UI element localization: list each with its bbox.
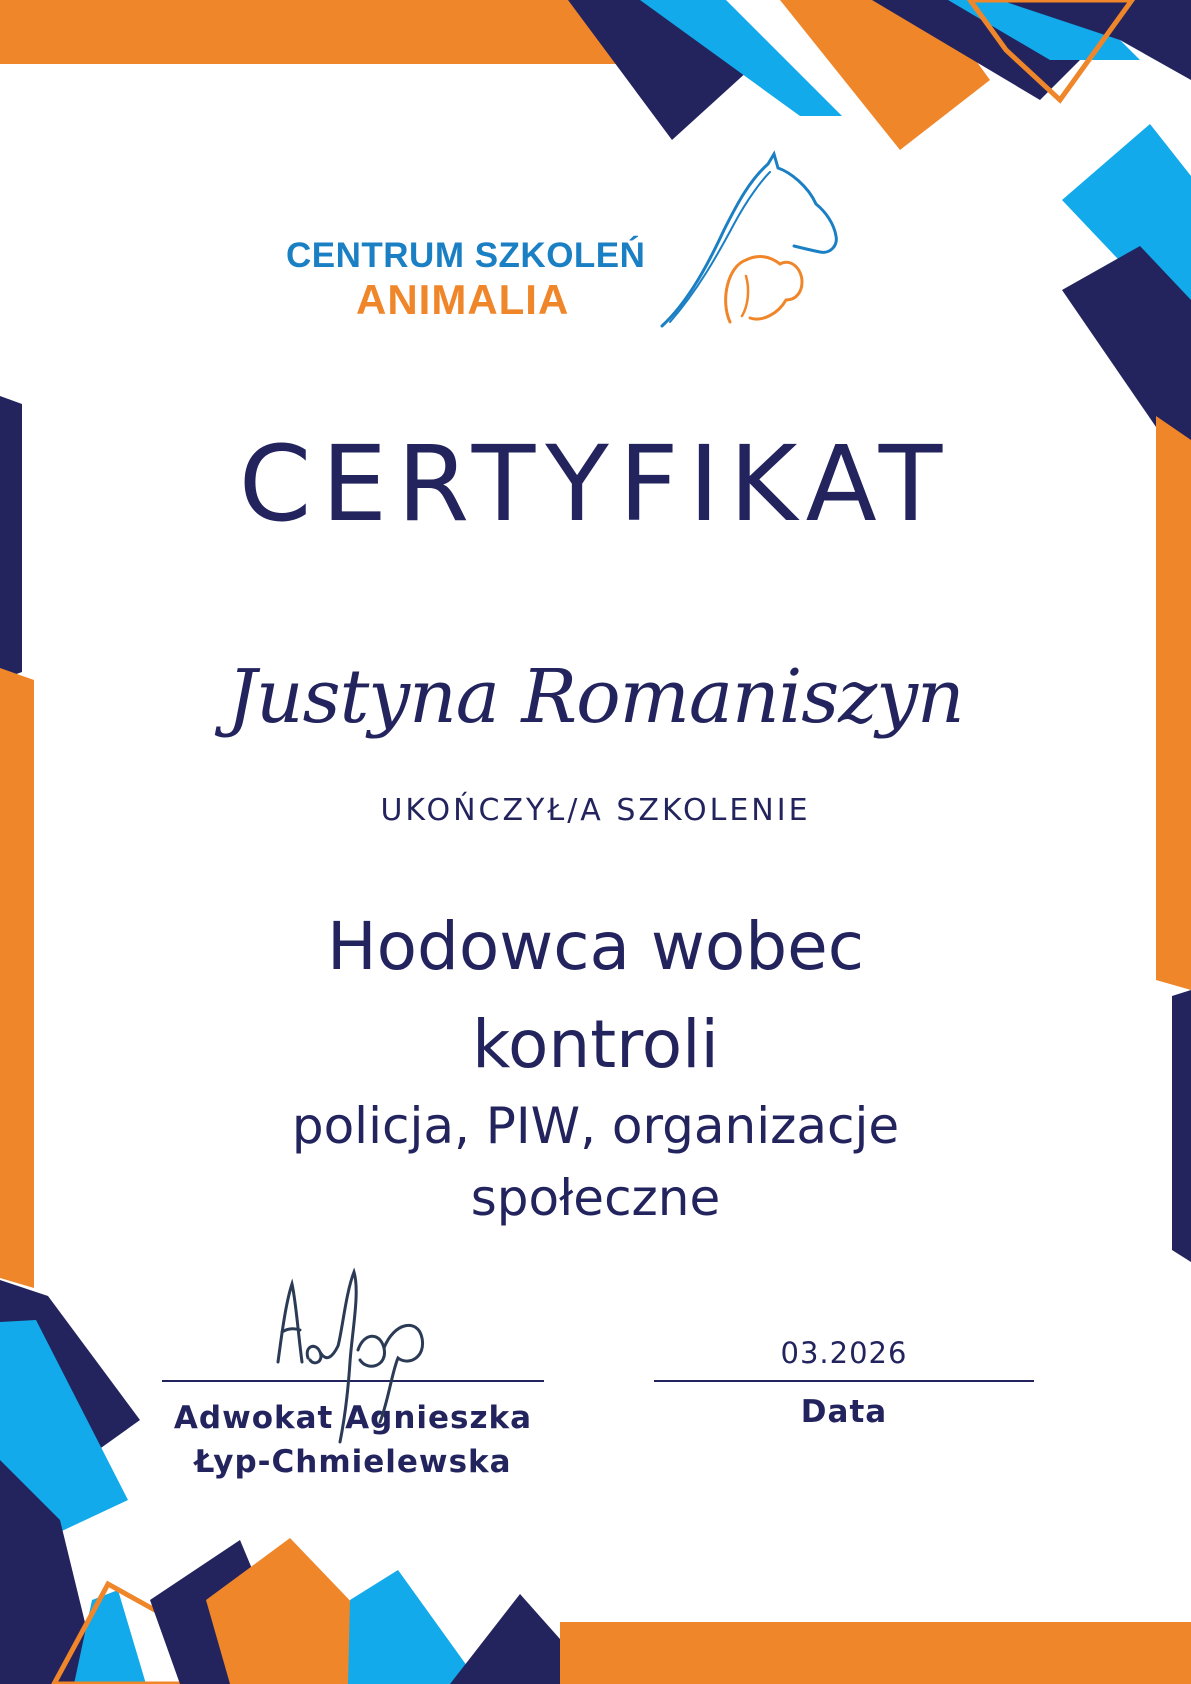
date-value: 03.2026 xyxy=(780,1336,908,1370)
handwritten-signature-icon xyxy=(268,1262,438,1452)
horse-dog-logo-icon xyxy=(650,150,910,340)
course-title xyxy=(0,898,1191,1094)
logo-text-animalia: ANIMALIA xyxy=(356,276,570,323)
course-title-line2: kontroli xyxy=(472,1006,719,1083)
signatory-name-line1: Adwokat Agnieszka xyxy=(173,1400,533,1436)
date-line xyxy=(654,1380,1034,1382)
certificate-title: CERTYFIKAT xyxy=(238,423,953,545)
course-subtitle-line2: społeczne xyxy=(470,1169,721,1227)
course-subtitle xyxy=(0,1090,1191,1234)
date-label: Data xyxy=(800,1394,888,1430)
course-subtitle-line1: policja, PIW, organizacje xyxy=(291,1097,900,1155)
signatory-name-line2: Łyp-Chmielewska xyxy=(194,1444,512,1480)
completed-label: UKOŃCZYŁ/A SZKOLENIE xyxy=(380,793,811,828)
logo-text-centrum: CENTRUM SZKOLEŃ xyxy=(286,236,646,275)
course-title-line1: Hodowca wobec xyxy=(326,908,865,985)
recipient-name: Justyna Romaniszyn xyxy=(227,654,964,740)
